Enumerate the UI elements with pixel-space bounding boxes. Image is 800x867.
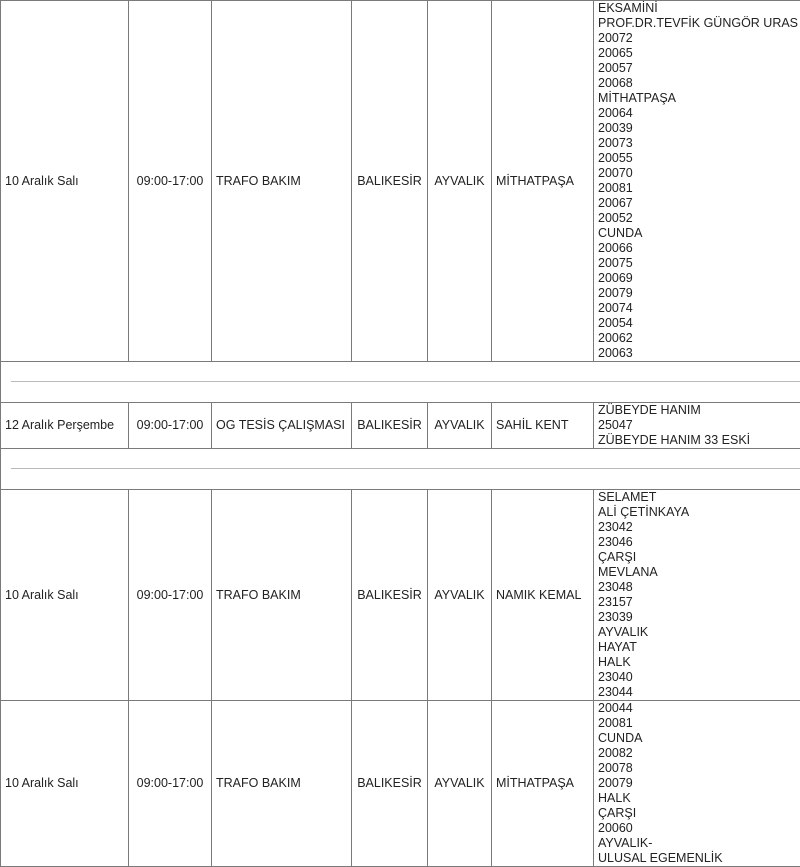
streets-cell: [594, 403, 800, 449]
time-cell: 09:00-17:00: [129, 1, 212, 362]
street-item: 20065: [598, 46, 796, 61]
time-cell: 09:00-17:00: [129, 701, 212, 867]
street-item: HALK: [598, 791, 796, 806]
neighborhood-cell: MİTHATPAŞA: [492, 701, 594, 867]
street-item: 20081: [598, 716, 796, 731]
city-cell: BALIKESİR: [352, 1, 428, 362]
street-item: 20064: [598, 106, 796, 121]
street-item: HAYAT: [598, 640, 796, 655]
street-item: 20074: [598, 301, 796, 316]
row-separator: [1, 449, 800, 490]
neighborhood-cell: NAMIK KEMAL: [492, 490, 594, 701]
street-item: ÇARŞI: [598, 806, 796, 821]
streets-cell: [594, 490, 800, 701]
street-item: 23157: [598, 595, 796, 610]
streets-cell: [594, 701, 800, 867]
street-item: 20054: [598, 316, 796, 331]
street-item: HALK: [598, 655, 796, 670]
separator-cell: [1, 449, 800, 490]
street-item: 20079: [598, 776, 796, 791]
street-item: ULUSAL EGEMENLİK: [598, 851, 796, 866]
street-item: AYVALIK: [598, 625, 796, 640]
street-item: 20044: [598, 701, 796, 716]
work-type-cell: TRAFO BAKIM: [212, 490, 352, 701]
table-row: [1, 1, 800, 362]
street-item: 23039: [598, 610, 796, 625]
neighborhood-cell: MİTHATPAŞA: [492, 1, 594, 362]
street-item: CUNDA: [598, 731, 796, 746]
city-cell: BALIKESİR: [352, 403, 428, 449]
street-item: 20069: [598, 271, 796, 286]
street-item: 20081: [598, 181, 796, 196]
street-item: EKSAMİNİ: [598, 1, 796, 16]
street-item: 20078: [598, 761, 796, 776]
street-item: 20039: [598, 121, 796, 136]
city-cell: BALIKESİR: [352, 701, 428, 867]
time-cell: 09:00-17:00: [129, 490, 212, 701]
street-item: CUNDA: [598, 226, 796, 241]
street-item: 23044: [598, 685, 796, 700]
street-item: 20060: [598, 821, 796, 836]
street-item: 20082: [598, 746, 796, 761]
row-separator: [1, 362, 800, 403]
district-cell: AYVALIK: [428, 490, 492, 701]
street-item: 20075: [598, 256, 796, 271]
work-type-cell: TRAFO BAKIM: [212, 1, 352, 362]
street-item: 20079: [598, 286, 796, 301]
neighborhood-cell: SAHİL KENT: [492, 403, 594, 449]
time-cell: 09:00-17:00: [129, 403, 212, 449]
street-item: 20055: [598, 151, 796, 166]
street-item: 20066: [598, 241, 796, 256]
date-cell: 10 Aralık Salı: [1, 490, 129, 701]
work-type-cell: OG TESİS ÇALIŞMASI: [212, 403, 352, 449]
street-item: ZÜBEYDE HANIM 33 ESKİ: [598, 433, 796, 448]
street-item: 23046: [598, 535, 796, 550]
work-type-cell: TRAFO BAKIM: [212, 701, 352, 867]
district-cell: AYVALIK: [428, 1, 492, 362]
street-item: 25047: [598, 418, 796, 433]
street-item: ÇARŞI: [598, 550, 796, 565]
table-row: [1, 701, 800, 867]
street-item: PROF.DR.TEVFİK GÜNGÖR URAS: [598, 16, 796, 31]
street-item: AYVALIK-: [598, 836, 796, 851]
table-row: [1, 490, 800, 701]
district-cell: AYVALIK: [428, 701, 492, 867]
street-item: SELAMET: [598, 490, 796, 505]
table-row: [1, 403, 800, 449]
street-item: 20070: [598, 166, 796, 181]
streets-cell: [594, 1, 800, 362]
divider: [11, 381, 800, 382]
street-item: 23042: [598, 520, 796, 535]
district-cell: AYVALIK: [428, 403, 492, 449]
street-item: ALİ ÇETİNKAYA: [598, 505, 796, 520]
street-item: 20072: [598, 31, 796, 46]
street-item: MİTHATPAŞA: [598, 91, 796, 106]
street-item: 20057: [598, 61, 796, 76]
date-cell: 10 Aralık Salı: [1, 1, 129, 362]
street-item: 20063: [598, 346, 796, 361]
street-item: 20068: [598, 76, 796, 91]
separator-cell: [1, 362, 800, 403]
street-item: 20062: [598, 331, 796, 346]
street-item: 23048: [598, 580, 796, 595]
street-item: MEVLANA: [598, 565, 796, 580]
street-item: 20073: [598, 136, 796, 151]
date-cell: 12 Aralık Perşembe: [1, 403, 129, 449]
street-item: ZÜBEYDE HANIM: [598, 403, 796, 418]
date-cell: 10 Aralık Salı: [1, 701, 129, 867]
street-item: 20052: [598, 211, 796, 226]
divider: [11, 468, 800, 469]
city-cell: BALIKESİR: [352, 490, 428, 701]
street-item: 23040: [598, 670, 796, 685]
street-item: 20067: [598, 196, 796, 211]
